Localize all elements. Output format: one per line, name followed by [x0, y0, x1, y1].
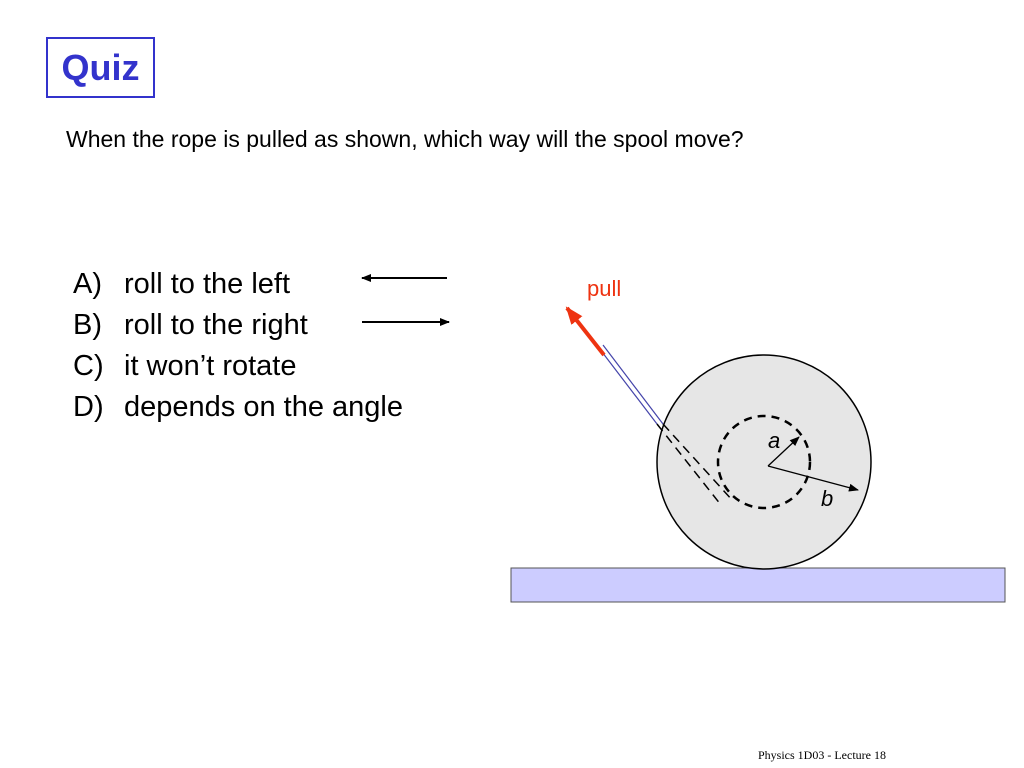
- ground: [511, 568, 1005, 602]
- option-text: roll to the left: [124, 268, 291, 300]
- pull-arrow-icon: [567, 308, 604, 355]
- radius-a-label: a: [768, 428, 781, 453]
- footer-text: Physics 1D03 - Lecture 18: [758, 748, 886, 762]
- option-text: depends on the angle: [124, 391, 403, 423]
- radius-b-label: b: [821, 486, 834, 511]
- option-letter: B): [73, 309, 102, 341]
- option-letter: C): [73, 350, 104, 382]
- pull-label: pull: [587, 276, 622, 301]
- slide-title: Quiz: [61, 46, 140, 88]
- spool-outer-disk: [657, 355, 871, 569]
- question-text: When the rope is pulled as shown, which way will the spool move?: [66, 126, 744, 152]
- option-letter: D): [73, 391, 104, 423]
- option-letter: A): [73, 268, 102, 300]
- option-text: roll to the right: [124, 309, 308, 341]
- option-text: it won’t rotate: [124, 350, 297, 382]
